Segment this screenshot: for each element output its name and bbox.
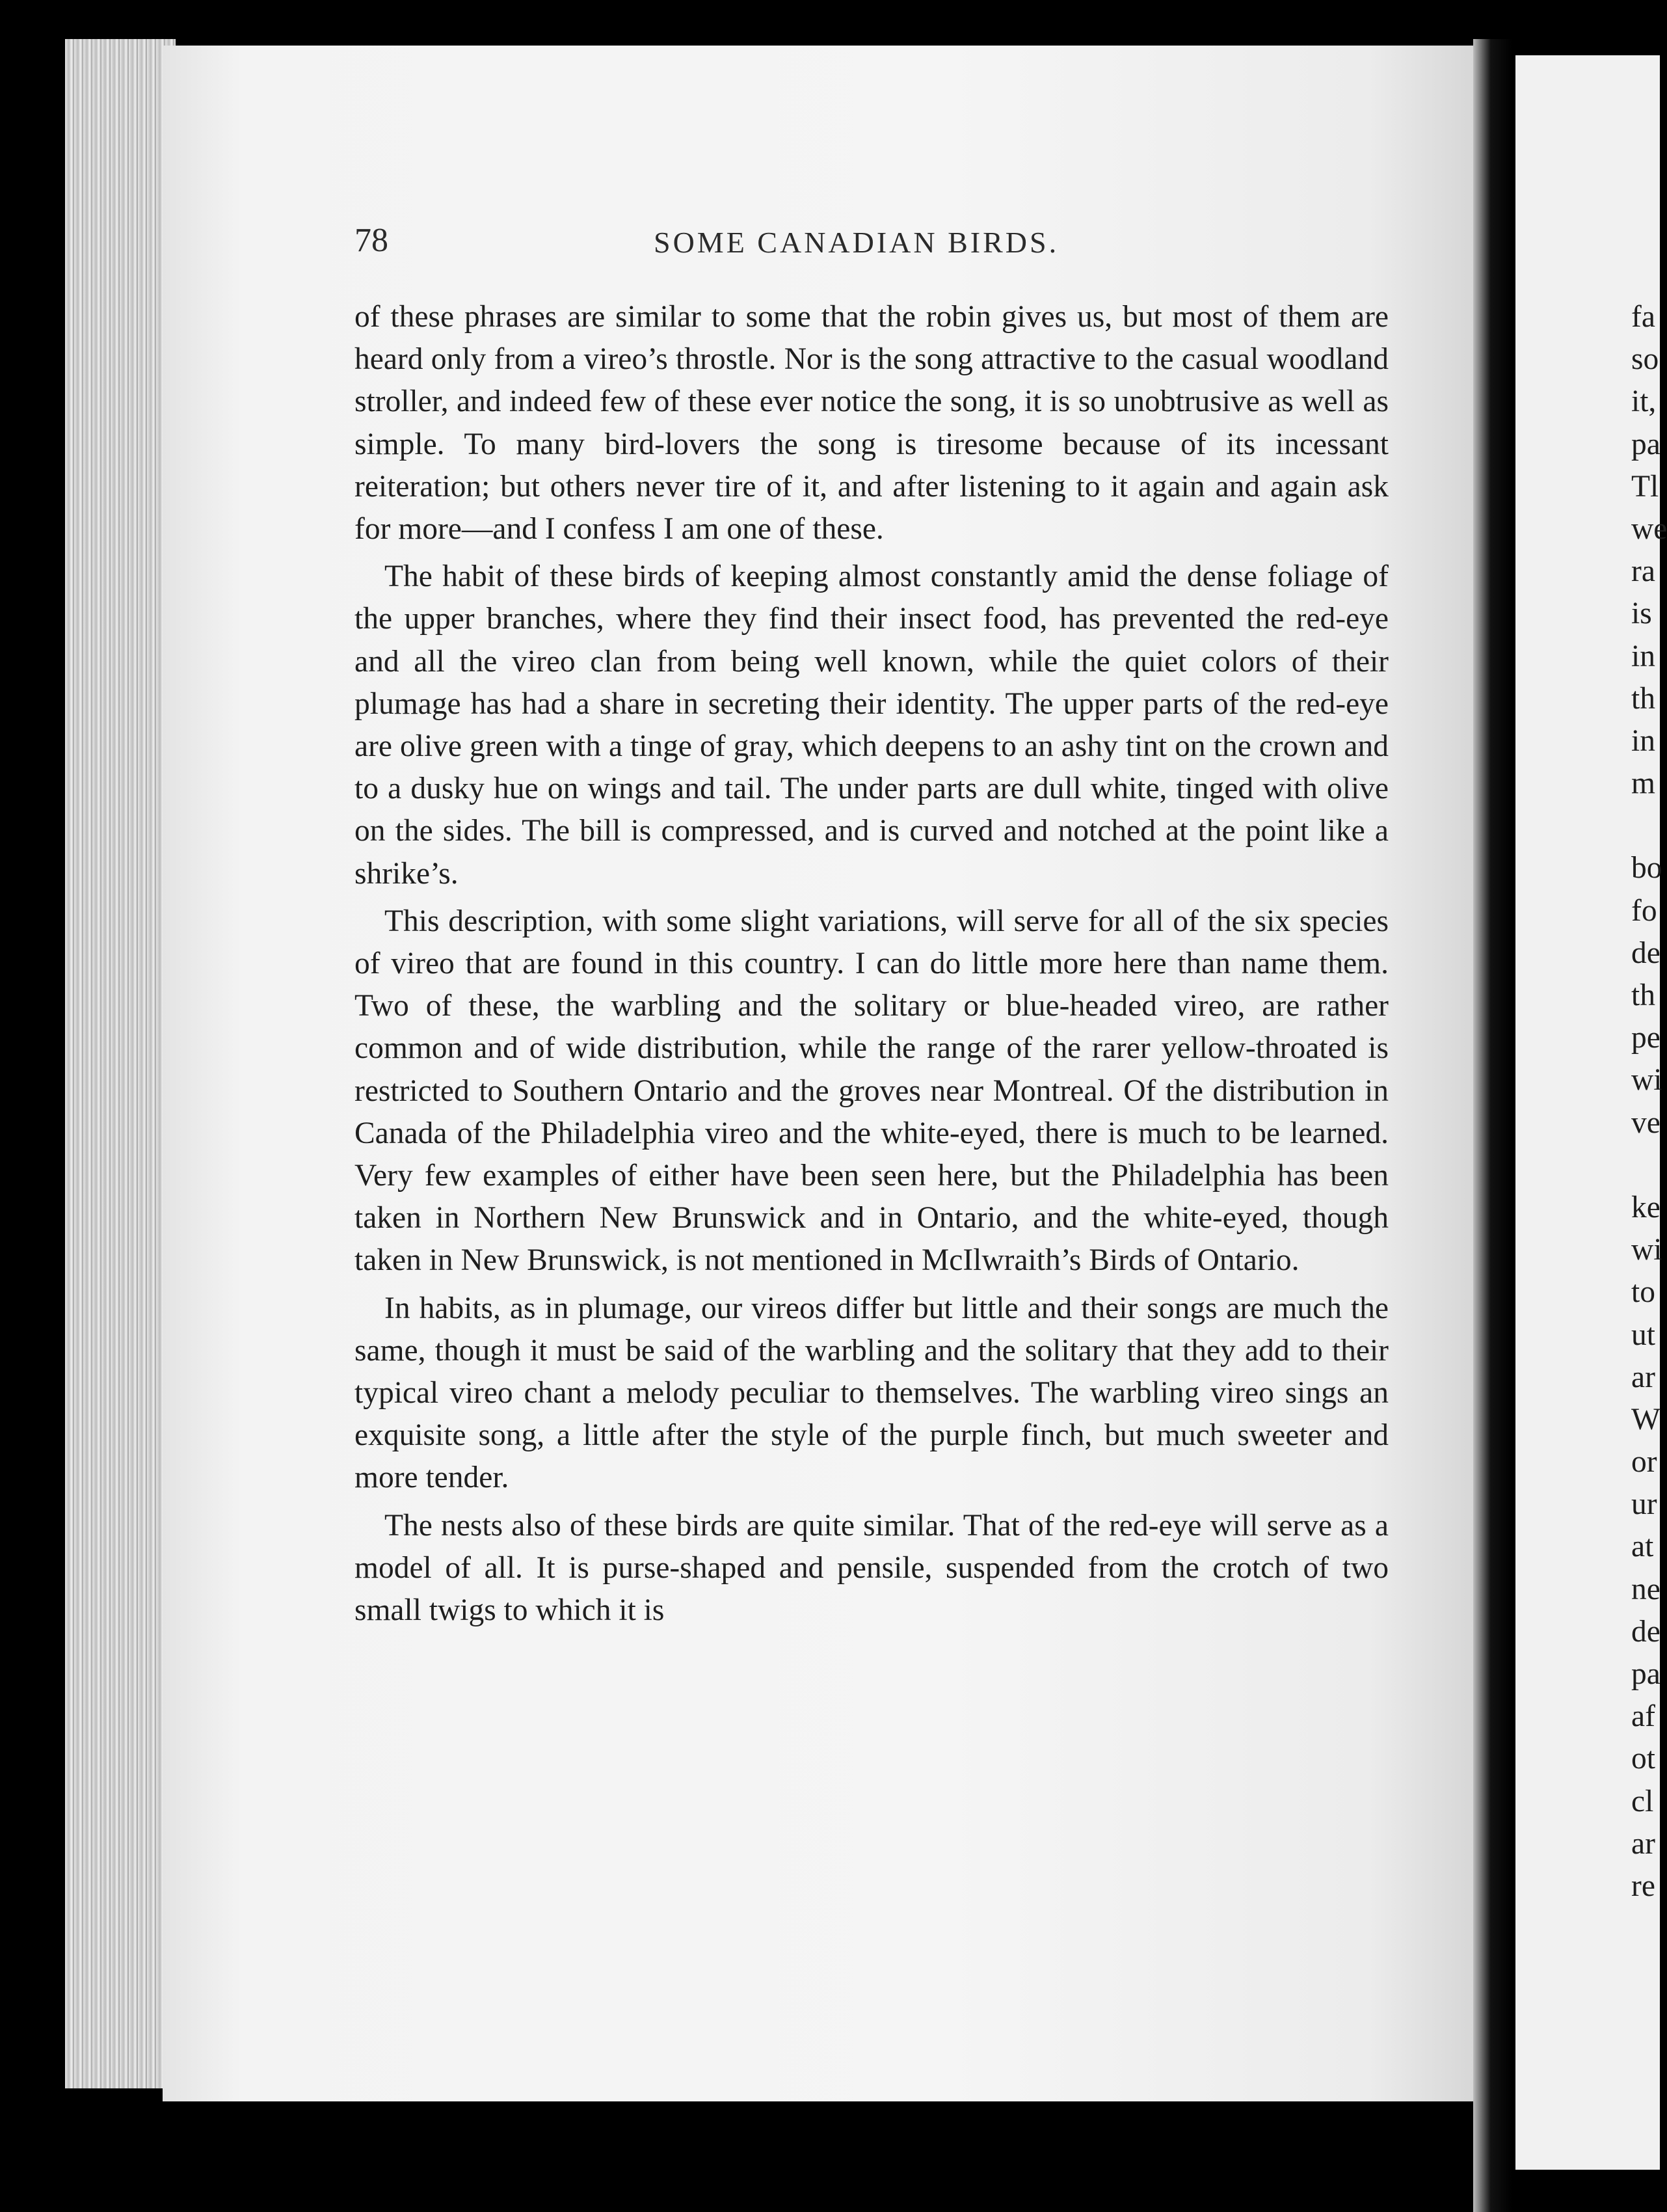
facing-page-fragment: fo (1631, 893, 1657, 928)
running-head-title: SOME CANADIAN BIRDS. (654, 226, 1060, 259)
facing-page-fragment: at (1631, 1530, 1654, 1564)
facing-page-fragment: ot (1631, 1742, 1655, 1776)
facing-page-fragment: ur (1631, 1487, 1657, 1522)
facing-page-fragment (1631, 805, 1660, 847)
facing-page-fragment: ra (1631, 554, 1655, 589)
facing-page-fragment: in (1631, 639, 1655, 673)
facing-page-fragment: ne (1631, 1572, 1660, 1606)
facing-page-fragment: ut (1631, 1317, 1655, 1352)
facing-page-fragment: pa (1631, 1657, 1660, 1691)
facing-page-fragment: pe (1631, 1021, 1660, 1055)
facing-page-fragment: wi (1631, 1063, 1662, 1098)
facing-page-fragment: ke (1631, 1190, 1660, 1224)
facing-page-fragment: m (1631, 766, 1655, 801)
body-text (354, 296, 1389, 1890)
facing-page-fragment: is (1631, 597, 1652, 631)
facing-page-fragment: th (1631, 681, 1655, 716)
facing-page-fragment: bo (1631, 851, 1662, 885)
paragraph-5: The nests also of these birds are quite similar. That of the red-eye will serve as a model of all. It is purse-shaped and pensile, suspended from the crotch of two small twigs to which it is (354, 1508, 1389, 1628)
facing-page-fragment: cl (1631, 1784, 1654, 1818)
facing-page-fragment: so (1631, 342, 1659, 377)
facing-page-fragment: wi (1631, 1233, 1662, 1267)
facing-page-fragment: Tl (1631, 469, 1659, 504)
facing-page-text (1631, 296, 1667, 1922)
facing-page-fragment: to (1631, 1275, 1655, 1310)
book-gutter (1473, 39, 1512, 2212)
paragraph-4: In habits, as in plumage, our vireos differ but little and their songs are much the same, though it must be said of the warbling and the solitary that they add to their typical vireo chant a melody peculiar to themselves. The warbling vireo sings an exquisite song, a little after the style of the purple finch, but much sweeter and more tender. (354, 1291, 1389, 1495)
facing-page-fragment: ar (1631, 1826, 1655, 1861)
facing-page-fragment: we (1631, 511, 1667, 546)
facing-page-fragment: ar (1631, 1360, 1655, 1394)
facing-page-fragment: de (1631, 1614, 1660, 1649)
paragraph-1: of these phrases are similar to some that the robin gives us, but most of them are heard only from a vireo’s throstle. Nor is the song attractive to the casual woodland stroller, and indeed few of these ever notice the song, it is so unobtrusive as well as simple. To many bird-lovers the song is tiresome because of its incessant reiteration; but others never tire of it, and after listening to it again and again ask for more—and I confess I am one of these. (354, 300, 1389, 546)
facing-page-fragment: de (1631, 936, 1660, 970)
facing-page-fragment: th (1631, 978, 1655, 1012)
facing-page-fragment: in (1631, 723, 1655, 758)
page-number: 78 (354, 222, 388, 259)
facing-page-fragment: W (1631, 1402, 1660, 1436)
facing-page-fragment: af (1631, 1699, 1655, 1734)
facing-page-fragment (1631, 1144, 1660, 1187)
facing-page-fragment: fa (1631, 300, 1655, 334)
facing-page-fragment: pa (1631, 427, 1660, 461)
facing-page-fragment: or (1631, 1445, 1657, 1479)
facing-page-fragment: ve (1631, 1105, 1660, 1140)
running-head (354, 221, 1434, 273)
facing-page-fragment: it, (1631, 384, 1657, 419)
paragraph-2: The habit of these birds of keeping almost constantly amid the dense foliage of the upper branches, where they find their insect food, has prevented the red-eye and all the vireo clan from being well known, while the quiet colors of their plumage has had a share in secreting their identity. The upper parts of the red-eye are olive green with a tinge of gray, which deepens to an ashy tint on the crown and to a dusky hue on wings and tail. The under parts are dull white, tinged with olive on the sides. The bill is compressed, and is curved and notched at the point like a shrike’s. (354, 560, 1389, 891)
facing-page-fragment: re (1631, 1868, 1655, 1903)
paragraph-3: This description, with some slight variations, will serve for all of the six species of vireo that are found in this country. I can do little more here than name them. Two of these, the warbling and the solitary or blue-headed vireo, are rather common and of wide distribution, while the range of the rarer yellow-throated is restricted to Southern Ontario and the groves near Montreal. Of the distribution in Canada of the Philadelphia vireo and the white-eyed, there is much to be learned. Very few examples of either have been seen here, but the Philadelphia has been taken in Northern New Brunswick and in Ontario, and the white-eyed, though taken in New Brunswick, is not mentioned in McIlwraith’s Birds of Ontario. (354, 904, 1389, 1278)
page-edges (65, 39, 176, 2088)
